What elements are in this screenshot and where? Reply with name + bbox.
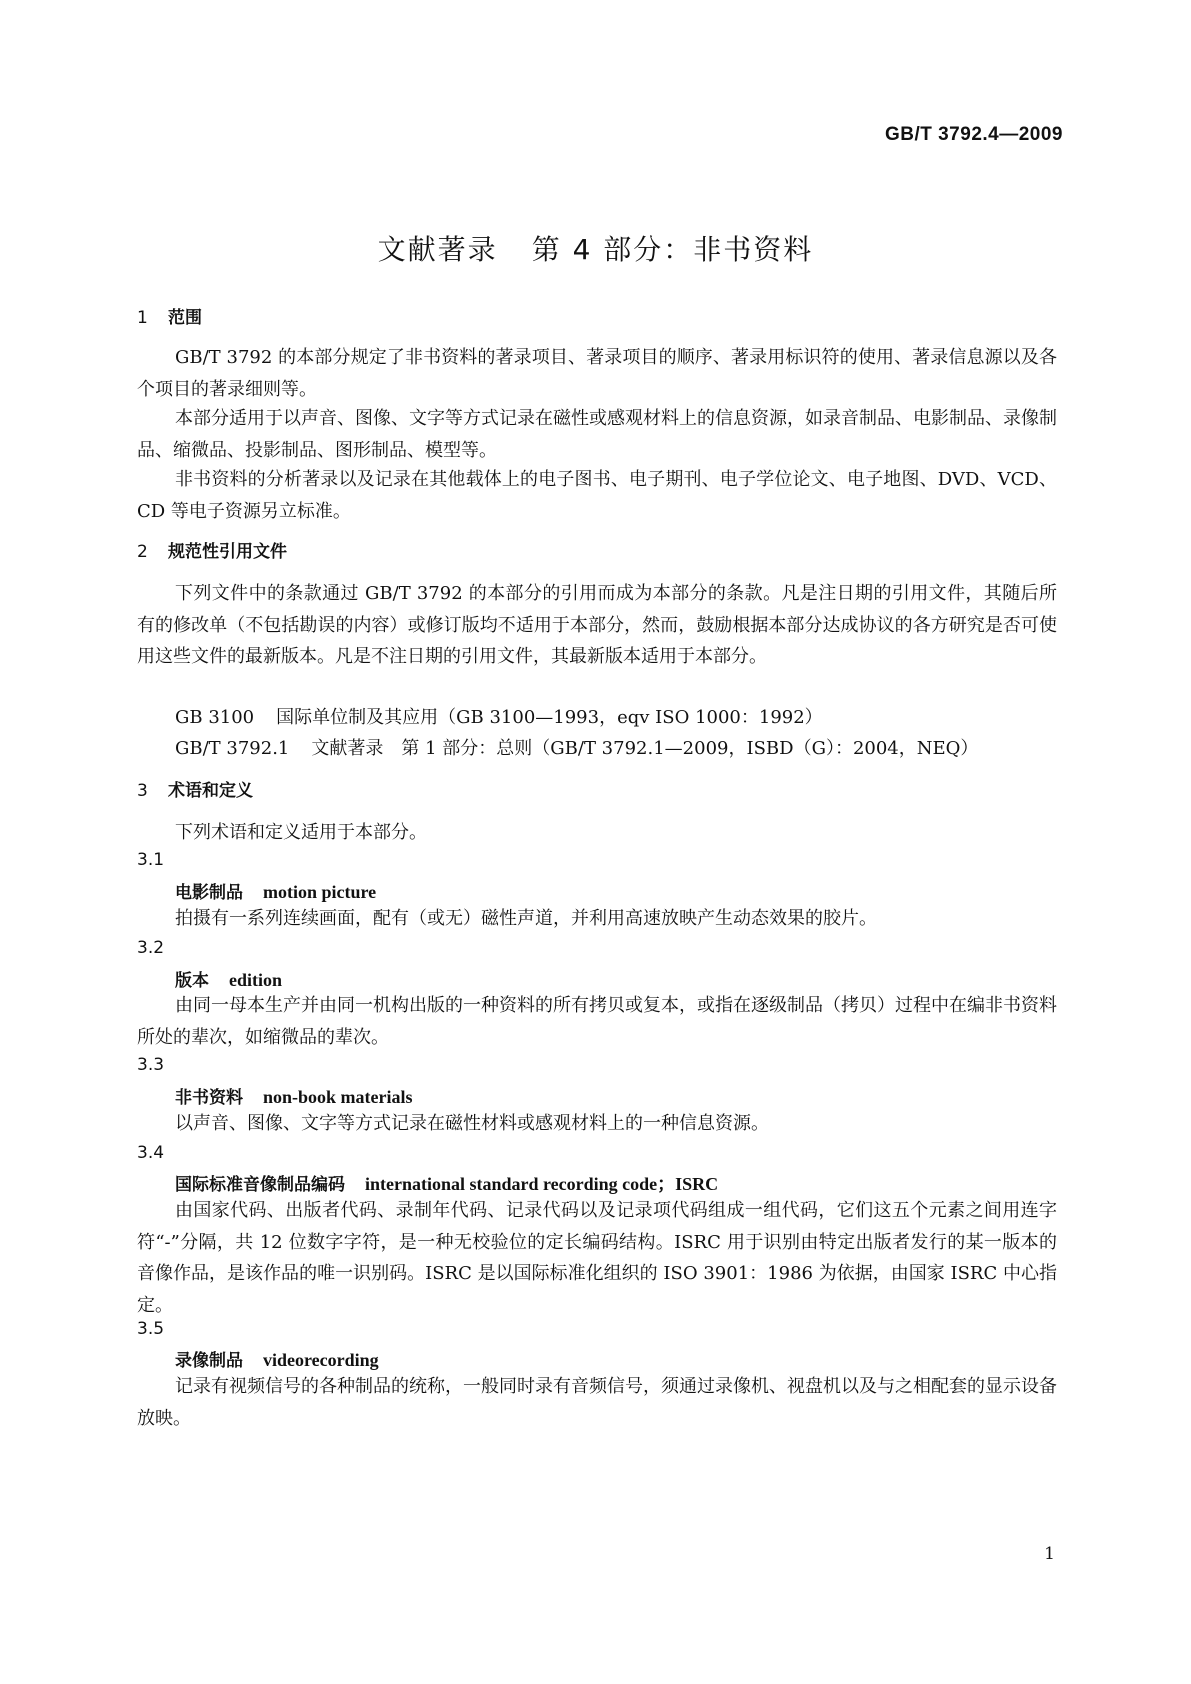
term-name <box>175 966 282 991</box>
section-number: 1 <box>137 308 148 328</box>
section-title: 范围 <box>168 308 202 328</box>
paragraph: 下列文件中的条款通过 GB/T 3792 的本部分的引用而成为本部分的条款。凡是注日期的引用文件，其随后所有的修改单（不包括勘误的内容）或修订版均不适用于本部分，然而，鼓励根据本部分达成协议的各方研究是否可使用这些文件的最新版本。凡是不注日期的引用文件，其最新版本适用于本部分。 <box>137 583 1057 667</box>
section-title: 术语和定义 <box>168 781 253 801</box>
section-heading-scope <box>137 303 202 328</box>
section-heading-normative-references <box>137 537 287 562</box>
term-en: edition <box>229 970 283 990</box>
term-definition: 记录有视频信号的各种制品的统称，一般同时录有音频信号，须通过录像机、视盘机以及与之相配套的显示设备放映。 <box>137 1376 1057 1429</box>
term-name <box>175 878 376 903</box>
term-zh: 录像制品 <box>175 1351 243 1371</box>
term-zh: 版本 <box>175 971 209 991</box>
standard-code: GB/T 3792.4—2009 <box>884 124 1063 145</box>
term-number: 3.1 <box>137 850 165 870</box>
term-name <box>175 1170 718 1196</box>
page-number: 1 <box>1044 1544 1055 1564</box>
term-number: 3.3 <box>137 1055 165 1075</box>
term-number: 3.5 <box>137 1319 165 1339</box>
term-definition: 拍摄有一系列连续画面，配有（或无）磁性声道，并利用高速放映产生动态效果的胶片。 <box>175 908 877 929</box>
term-number: 3.2 <box>137 938 165 958</box>
title-part2: 第 4 部分：非书资料 <box>531 233 814 266</box>
term-name <box>175 1346 379 1371</box>
paragraph: 下列术语和定义适用于本部分。 <box>175 822 427 843</box>
term-zh: 国际标准音像制品编码 <box>175 1175 345 1195</box>
term-definition: 由国家代码、出版者代码、录制年代码、记录代码以及记录项代码组成一组代码，它们这五个元素之间用连字符“-”分隔，共 12 位数字字符，是一种无校验位的定长编码结构。ISRC 用于识别由特定出版者发行的某一版本的音像作品，是该作品的唯一识别码。ISRC 是以国际标准化组织的 ISO 3901：1986 为依据，由国家 ISRC 中心指定。 <box>137 1200 1057 1316</box>
reference-code: GB 3100 <box>175 707 255 728</box>
term-en: international standard recording code；ISRC <box>365 1174 719 1194</box>
section-number: 3 <box>137 781 148 801</box>
term-zh: 非书资料 <box>175 1088 243 1108</box>
reference-item <box>175 703 823 729</box>
title-part1: 文献著录 <box>377 233 498 266</box>
document-title <box>0 228 1191 268</box>
term-number: 3.4 <box>137 1143 165 1163</box>
paragraph: 非书资料的分析著录以及记录在其他载体上的电子图书、电子期刊、电子学位论文、电子地图、DVD、VCD、CD 等电子资源另立标准。 <box>137 469 1057 522</box>
section-title: 规范性引用文件 <box>168 542 287 562</box>
reference-text: 国际单位制及其应用（GB 3100—1993，eqv ISO 1000：1992） <box>276 707 823 728</box>
paragraph: GB/T 3792 的本部分规定了非书资料的著录项目、著录项目的顺序、著录用标识符的使用、著录信息源以及各个项目的著录细则等。 <box>137 347 1057 400</box>
section-heading-terms-definitions <box>137 776 253 801</box>
term-en: motion picture <box>263 882 377 902</box>
term-en: videorecording <box>263 1350 379 1370</box>
term-name <box>175 1083 413 1108</box>
reference-text: 文献著录 第 1 部分：总则（GB/T 3792.1—2009，ISBD（G）：2004，NEQ） <box>311 738 979 759</box>
paragraph: 本部分适用于以声音、图像、文字等方式记录在磁性或感观材料上的信息资源，如录音制品、电影制品、录像制品、缩微品、投影制品、图形制品、模型等。 <box>137 408 1057 461</box>
term-definition: 以声音、图像、文字等方式记录在磁性材料或感观材料上的一种信息资源。 <box>175 1113 769 1134</box>
reference-code: GB/T 3792.1 <box>175 738 290 759</box>
term-en: non-book materials <box>263 1087 413 1107</box>
section-number: 2 <box>137 542 148 562</box>
term-definition: 由同一母本生产并由同一机构出版的一种资料的所有拷贝或复本，或指在逐级制品（拷贝）过程中在编非书资料所处的辈次，如缩微品的辈次。 <box>137 995 1057 1048</box>
term-zh: 电影制品 <box>175 883 243 903</box>
reference-item <box>175 734 978 760</box>
